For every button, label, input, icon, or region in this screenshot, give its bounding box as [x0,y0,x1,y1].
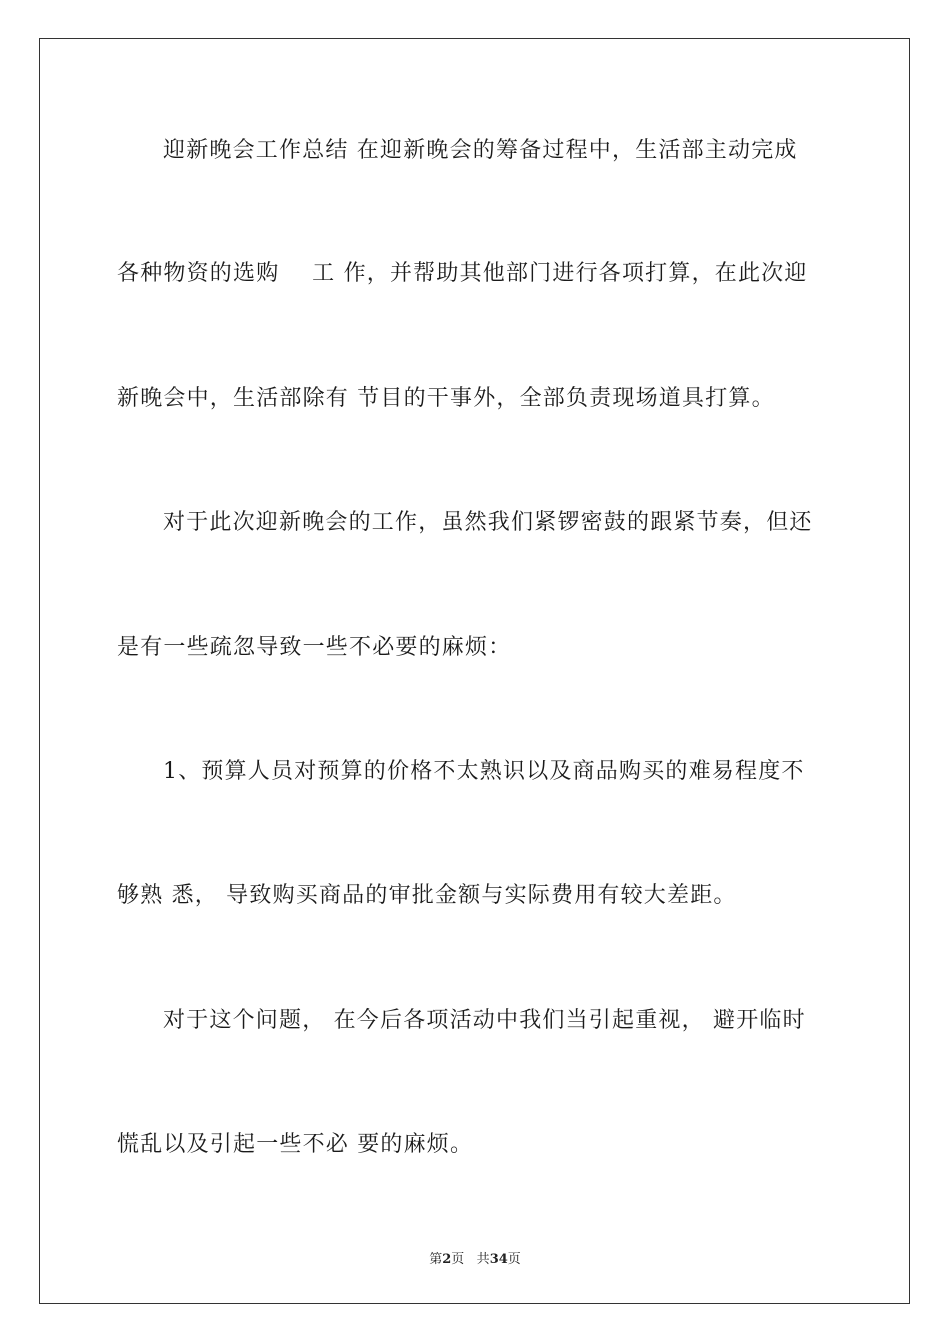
text-line-1: 迎新晚会工作总结 在迎新晚会的筹备过程中，生活部主动完成 [163,138,798,163]
footer-page-number: 2 [442,1252,452,1267]
text-line-9: 慌乱以及引起一些不必 要的麻烦。 [117,1132,474,1157]
text-line-2: 各种物资的选购 工 作，并帮助其他部门进行各项打算，在此次迎 [117,261,808,286]
text-line-7: 够熟 悉， 导致购买商品的审批金额与实际费用有较大差距。 [117,883,737,908]
text-line-5: 是有一些疏忽导致一些不必要的麻烦： [117,635,512,660]
footer-page-suffix: 页 [451,1252,465,1267]
text-line-8: 对于这个问题， 在今后各项活动中我们当引起重视， 避开临时 [163,1008,806,1033]
page-border [39,38,910,1304]
page-footer [0,1248,950,1267]
footer-total-prefix: 共 [476,1252,490,1267]
footer-total-pages: 34 [489,1252,508,1267]
text-line-3: 新晚会中，生活部除有 节目的干事外，全部负责现场道具打算。 [117,386,775,411]
text-line-6: 1、预算人员对预算的价格不太熟识以及商品购买的难易程度不 [163,759,805,784]
footer-total-suffix: 页 [507,1252,521,1267]
footer-page-prefix: 第 [429,1252,443,1267]
text-line-4: 对于此次迎新晚会的工作，虽然我们紧锣密鼓的跟紧节奏，但还 [163,510,813,535]
